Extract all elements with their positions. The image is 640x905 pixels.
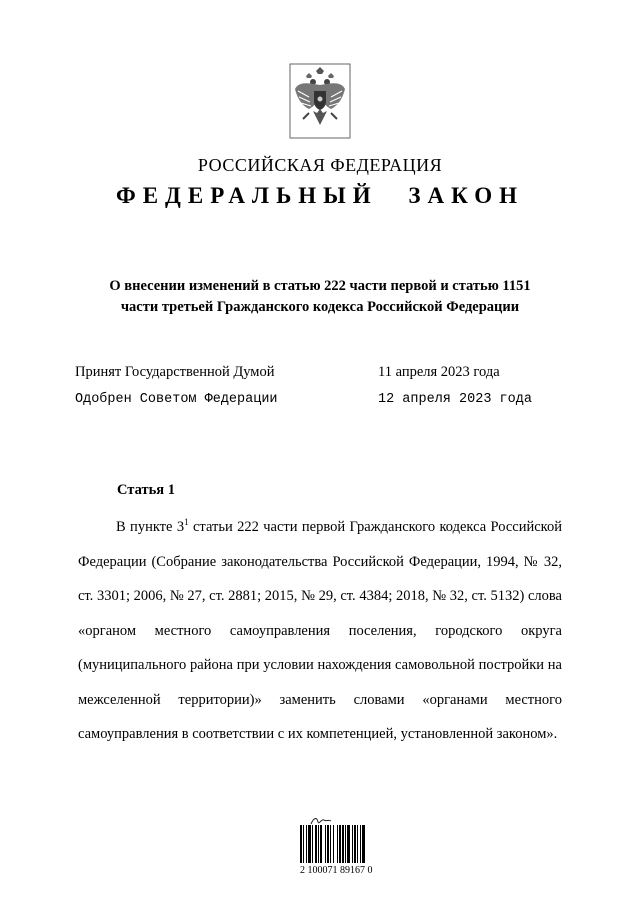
article-heading: Статья 1 <box>117 482 175 498</box>
law-title <box>90 276 550 318</box>
adoption-date: 12 апреля 2023 года <box>378 392 532 407</box>
law-title-line1: О внесении изменений в статью 222 части первой и статью 1151 <box>109 278 531 294</box>
barcode-icon <box>300 825 380 863</box>
article-text-start: В пункте 3 <box>116 519 185 535</box>
country-name: РОССИЙСКАЯ ФЕДЕРАЦИЯ <box>197 155 443 175</box>
article-superscript: 1 <box>184 517 189 527</box>
russian-coat-of-arms-icon <box>289 63 351 139</box>
adoption-date: 11 апреля 2023 года <box>378 364 500 380</box>
adoption-label: Одобрен Советом Федерации <box>75 392 278 407</box>
law-type-heading: ФЕДЕРАЛЬНЫЙ ЗАКОН <box>115 183 525 208</box>
barcode-number: 2 100071 89167 0 <box>300 865 373 876</box>
article-text-rest: статьи 222 части первой Гражданского кодекса Российской Федерации (Собрание законодательства Российской Федерации, 1994, № 32, ст. 3301; 2006, № 27, ст. 2881; 2015, № 29, ст. 4384; 2018, № 32, ст. 5132) слова «органом местного самоуправления поселения, городского округа (муниципального района при условии нахождения самовольной постройки на межселенной территории)» заменить словами «органами местного самоуправления в соответствии с их компетенцией, установленной законом». <box>78 519 562 742</box>
article-paragraph <box>78 510 562 752</box>
adoption-label: Принят Государственной Думой <box>75 364 275 380</box>
law-title-line2: части третьей Гражданского кодекса Российской Федерации <box>120 299 520 315</box>
barcode-block <box>300 815 390 875</box>
